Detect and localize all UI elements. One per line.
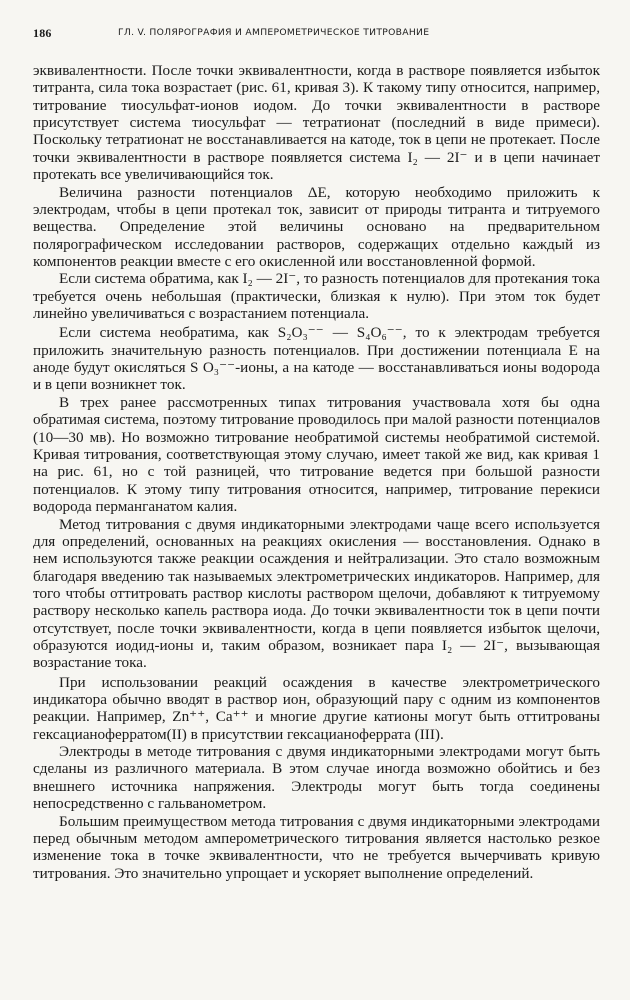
paragraph: эквивалентности. После точки эквивалентности, когда в растворе появляется избыток титранта, сила тока возрастает (рис. 61, кривая 3). К такому типу относится, например, титрование тиосульфат-ионов иодом. До точки эквивалентности в растворе присутствует система тиосульфат — тетратионат (последний в виде примеси). Поскольку тетратионат не восстанавливается на катоде, ток в цепи не протекает. После точки эквивалентности в растворе появляется система I₂ — 2I⁻ и в цепи начинает протекать все увеличивающийся ток.: [33, 62, 600, 184]
paragraph: Если система необратима, как S₂O₃⁻⁻ — S₄O₆⁻⁻, то к электродам требуется приложить значительную разность потенциалов. При достижении потенциала E на аноде будут окисляться S O₃⁻⁻-ионы, а на катоде — восстанавливаться ионы водорода и в цепи возникнет ток.: [33, 324, 600, 394]
page-header: [33, 26, 600, 46]
paragraph: В трех ранее рассмотренных типах титрования участвовала хотя бы одна обратимая система, поэтому титрование проводилось при малой разности потенциалов (10—30 мв). Но возможно титрование необратимой системы необратимой системой. Кривая титрования, соответствующая этому случаю, имеет такой же вид, как кривая 1 на рис. 61, но с той разницей, что титрование ведется при большой разности потенциалов. К этому типу титрования относится, например, титрование перекиси водорода перманганатом калия.: [33, 393, 600, 516]
paragraph: Электроды в методе титрования с двумя индикаторными электродами могут быть сделаны из различного материала. В этом случае иногда возможно обойтись и без внешнего источника напряжения. Электроды могут быть тогда соединены непосредственно с гальванометром.: [33, 743, 600, 813]
paragraph: Если система обратима, как I₂ — 2I⁻, то разность потенциалов для протекания тока требуется очень небольшая (практически, близкая к нулю). При этом ток будет линейно увеличиваться с возрастанием потенциала.: [33, 270, 600, 323]
paragraph: Большим преимуществом метода титрования с двумя индикаторными электродами перед обычным методом амперометрического титрования является настолько резкое изменение тока в точке эквивалентности, что не требуется вычерчивать кривую титрования. Это значительно упрощает и ускоряет выполнение определений.: [33, 812, 600, 882]
paragraph: Величина разности потенциалов ΔE, которую необходимо приложить к электродам, чтобы в цепи протекал ток, зависит от природы титранта и титруемого вещества. Определение этой величины основано на предварительном полярографическом исследовании растворов, содержащих отдельно каждый из компонентов реакции вместе с его окисленной или восстановленной формой.: [33, 183, 600, 270]
page-number: 186: [33, 26, 52, 40]
body-text: [33, 62, 600, 882]
running-title: ГЛ. V. ПОЛЯРОГРАФИЯ И АМПЕРОМЕТРИЧЕСКОЕ ТИТРОВАНИЕ: [118, 27, 430, 38]
paragraph: При использовании реакций осаждения в качестве электрометрического индикатора обычно вводят в раствор ион, образующий пару с одним из компонентов реакции. Например, Zn⁺⁺, Ca⁺⁺ и многие другие катионы могут быть оттитрованы гексацианоферратом(II) в присутствии гексацианоферрата (III).: [33, 673, 600, 743]
paragraph: Метод титрования с двумя индикаторными электродами чаще всего используется для определений, основанных на реакциях окисления — восстановления. Однако в нем используются также реакции осаждения и нейтрализации. Это стало возможным благодаря введению так называемых электрометрических индикаторов. Например, для того чтобы оттитровать раствор кислоты раствором щелочи, добавляют к титруемому раствору несколько капель раствора иода. До точки эквивалентности ток в цепи почти отсутствует, после точки эквивалентности, когда в цепи появляется избыток щелочи, образуются иодид-ионы и, таким образом, возникает пара I₂ — 2I⁻, вызывающая возрастание тока.: [33, 515, 600, 672]
